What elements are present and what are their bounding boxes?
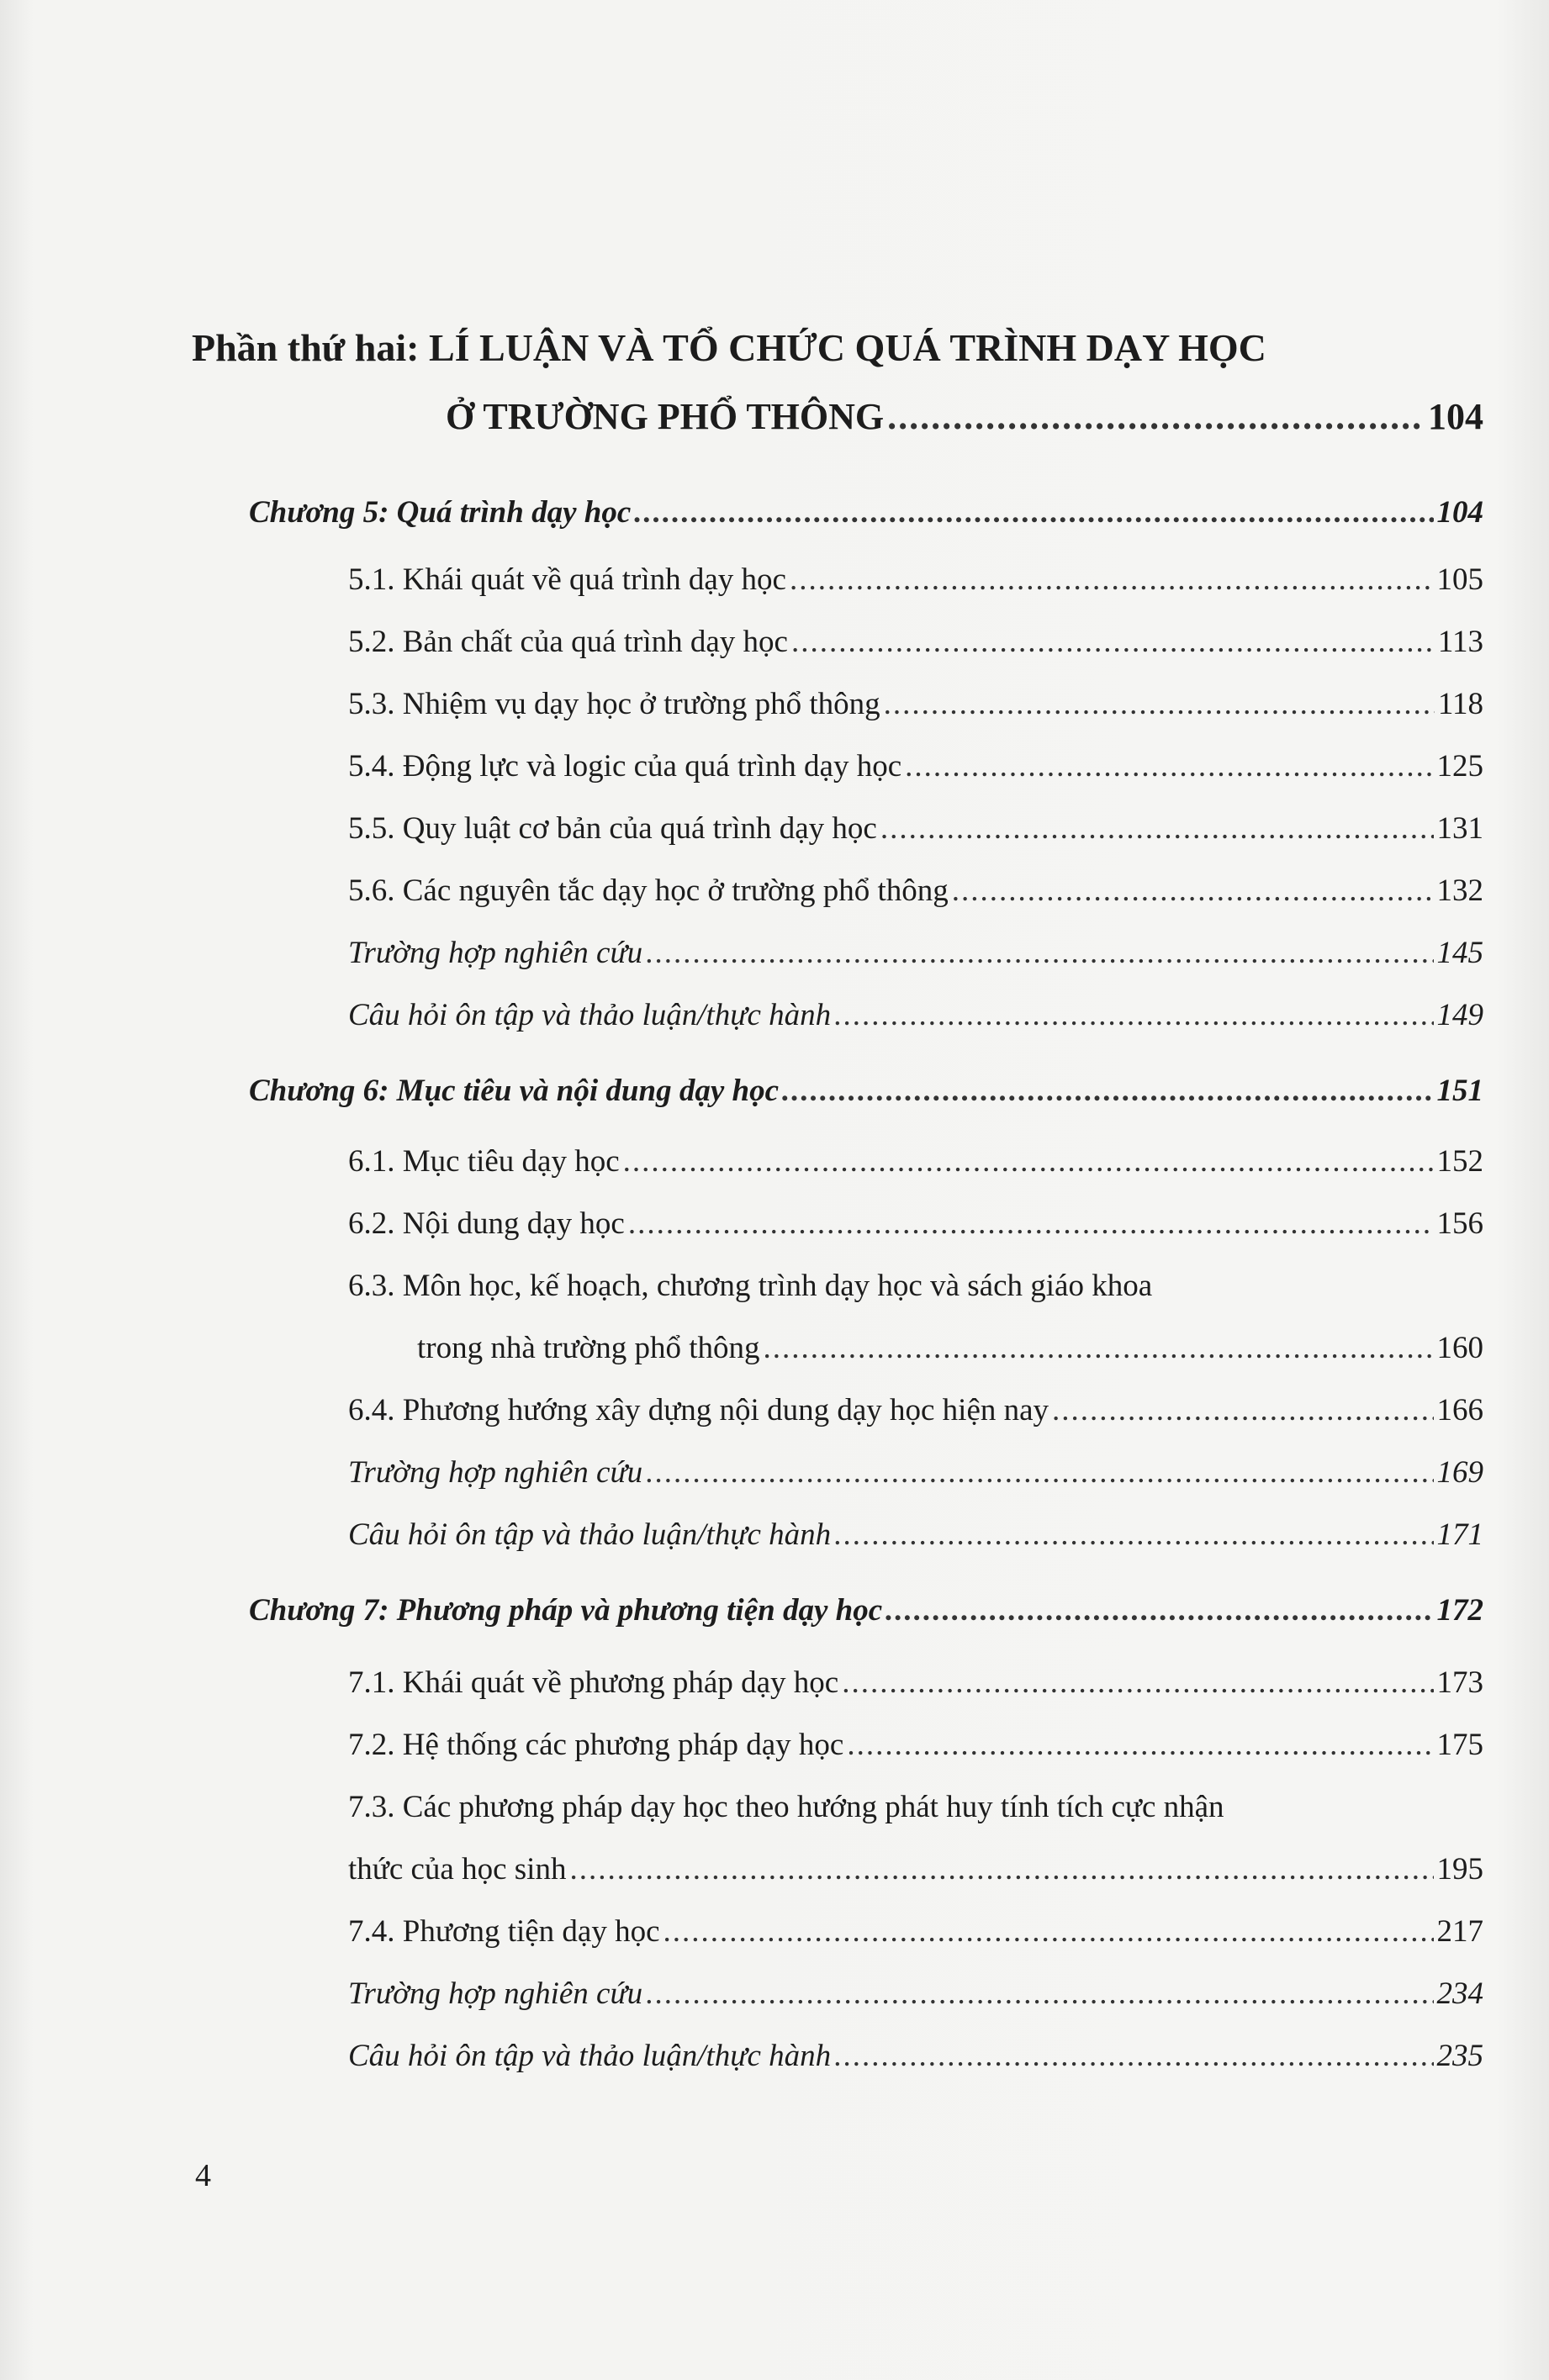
leader-dots xyxy=(884,686,1435,722)
toc-item-5-review xyxy=(348,997,1483,1033)
toc-item-page: 125 xyxy=(1436,749,1483,784)
leader-dots xyxy=(782,1073,1434,1109)
leader-dots xyxy=(663,1913,1434,1950)
toc-item-7-review xyxy=(348,2038,1483,2074)
leader-dots xyxy=(880,810,1434,847)
leader-dots xyxy=(790,562,1434,598)
toc-item-page: 113 xyxy=(1437,625,1483,659)
leader-dots xyxy=(905,748,1433,784)
toc-item-7-4 xyxy=(348,1913,1483,1950)
leader-dots xyxy=(952,873,1434,909)
chapter-page-number: 151 xyxy=(1436,1074,1483,1108)
toc-item-page: 234 xyxy=(1436,1976,1483,2011)
leader-dots xyxy=(646,935,1433,971)
toc-item-page: 156 xyxy=(1436,1206,1483,1241)
toc-item-5-case-study xyxy=(348,935,1483,971)
toc-item-6-2 xyxy=(348,1206,1483,1242)
leader-dots xyxy=(569,1851,1433,1887)
leader-dots xyxy=(646,1976,1433,2012)
toc-item-6-4 xyxy=(348,1392,1483,1428)
toc-item-page: 175 xyxy=(1436,1728,1483,1762)
toc-item-label: Trường hợp nghiên cứu xyxy=(348,1455,643,1490)
toc-item-page: 160 xyxy=(1436,1331,1483,1365)
leader-dots xyxy=(634,494,1433,530)
toc-item-label: Trường hợp nghiên cứu xyxy=(348,936,643,970)
toc-item-label: thức của học sinh xyxy=(348,1852,567,1887)
toc-item-page: 195 xyxy=(1436,1852,1483,1887)
toc-item-label: 7.2. Hệ thống các phương pháp dạy học xyxy=(348,1728,844,1762)
toc-item-label: 7.1. Khái quát về phương pháp dạy học xyxy=(348,1665,839,1700)
toc-item-7-3-line1: 7.3. Các phương pháp dạy học theo hướng phát huy tính tích cực nhận xyxy=(348,1790,1224,1824)
part-title-line2: Ở TRƯỜNG PHỔ THÔNG xyxy=(446,396,885,437)
page-number: 4 xyxy=(195,2158,211,2193)
toc-item-6-case-study xyxy=(348,1454,1483,1491)
toc-item-7-2 xyxy=(348,1727,1483,1763)
leader-dots xyxy=(1052,1392,1433,1428)
toc-item-7-1 xyxy=(348,1665,1483,1701)
toc-item-label: 5.1. Khái quát về quá trình dạy học xyxy=(348,562,786,597)
chapter-5-entry xyxy=(249,494,1483,530)
toc-item-page: 169 xyxy=(1436,1455,1483,1490)
leader-dots xyxy=(842,1665,1433,1701)
toc-item-page: 118 xyxy=(1437,687,1483,721)
toc-item-page: 171 xyxy=(1436,1517,1483,1552)
leader-dots xyxy=(646,1454,1433,1491)
chapter-7-entry xyxy=(249,1592,1483,1628)
chapter-title: Chương 6: Mục tiêu và nội dung dạy học xyxy=(249,1074,779,1108)
toc-item-label: Câu hỏi ôn tập và thảo luận/thực hành xyxy=(348,998,832,1032)
toc-item-5-5 xyxy=(348,810,1483,847)
leader-dots xyxy=(764,1330,1434,1366)
toc-item-page: 166 xyxy=(1436,1393,1483,1427)
toc-item-label: 5.3. Nhiệm vụ dạy học ở trường phổ thông xyxy=(348,687,880,721)
toc-item-6-3-line1: 6.3. Môn học, kế hoạch, chương trình dạy học và sách giáo khoa xyxy=(348,1269,1153,1303)
toc-item-page: 145 xyxy=(1436,936,1483,970)
leader-dots xyxy=(791,624,1435,660)
toc-item-label: 7.4. Phương tiện dạy học xyxy=(348,1914,660,1949)
toc-item-6-3 xyxy=(417,1330,1483,1366)
toc-item-5-2 xyxy=(348,624,1483,660)
toc-item-label: 5.6. Các nguyên tắc dạy học ở trường phổ thông xyxy=(348,873,949,908)
toc-item-label: 5.4. Động lực và logic của quá trình dạy học xyxy=(348,749,902,784)
chapter-page-number: 172 xyxy=(1436,1593,1483,1628)
toc-item-page: 132 xyxy=(1436,873,1483,908)
chapter-page-number: 104 xyxy=(1436,495,1483,530)
toc-item-page: 217 xyxy=(1436,1914,1483,1949)
leader-dots xyxy=(834,2038,1433,2074)
toc-item-label: 5.2. Bản chất của quá trình dạy học xyxy=(348,625,788,659)
toc-item-label: trong nhà trường phổ thông xyxy=(417,1331,760,1365)
leader-dots xyxy=(834,1517,1433,1553)
toc-item-page: 105 xyxy=(1436,562,1483,597)
leader-dots xyxy=(623,1143,1434,1179)
toc-item-7-3 xyxy=(348,1851,1483,1887)
part-page-number: 104 xyxy=(1428,396,1483,437)
leader-dots xyxy=(628,1206,1434,1242)
leader-dots xyxy=(887,392,1425,442)
toc-item-7-case-study xyxy=(348,1976,1483,2012)
toc-item-label: 6.1. Mục tiêu dạy học xyxy=(348,1144,620,1179)
toc-item-5-4 xyxy=(348,748,1483,784)
chapter-title: Chương 5: Quá trình dạy học xyxy=(249,495,632,530)
part-title-line1: Phần thứ hai: LÍ LUẬN VÀ TỔ CHỨC QUÁ TRÌNH DẠY HỌC xyxy=(192,326,1266,369)
toc-item-5-6 xyxy=(348,873,1483,909)
toc-item-6-1 xyxy=(348,1143,1483,1179)
chapter-title: Chương 7: Phương pháp và phương tiện dạy học xyxy=(249,1593,883,1628)
toc-item-page: 149 xyxy=(1436,998,1483,1032)
chapter-6-entry xyxy=(249,1073,1483,1109)
toc-item-label: Trường hợp nghiên cứu xyxy=(348,1976,643,2011)
leader-dots xyxy=(886,1592,1433,1628)
toc-item-label: 6.4. Phương hướng xây dựng nội dung dạy học hiện nay xyxy=(348,1393,1049,1427)
toc-item-5-3 xyxy=(348,686,1483,722)
leader-dots xyxy=(834,997,1433,1033)
toc-item-5-1 xyxy=(348,562,1483,598)
leader-dots xyxy=(847,1727,1433,1763)
part-entry xyxy=(446,392,1483,442)
toc-item-6-review xyxy=(348,1517,1483,1553)
toc-item-page: 235 xyxy=(1436,2039,1483,2073)
toc-item-page: 152 xyxy=(1436,1144,1483,1179)
toc-item-label: 5.5. Quy luật cơ bản của quá trình dạy học xyxy=(348,811,877,846)
toc-item-page: 131 xyxy=(1436,811,1483,846)
toc-item-label: Câu hỏi ôn tập và thảo luận/thực hành xyxy=(348,1517,832,1552)
toc-item-label: 6.2. Nội dung dạy học xyxy=(348,1206,625,1241)
toc-item-page: 173 xyxy=(1436,1665,1483,1700)
toc-item-label: Câu hỏi ôn tập và thảo luận/thực hành xyxy=(348,2039,832,2073)
